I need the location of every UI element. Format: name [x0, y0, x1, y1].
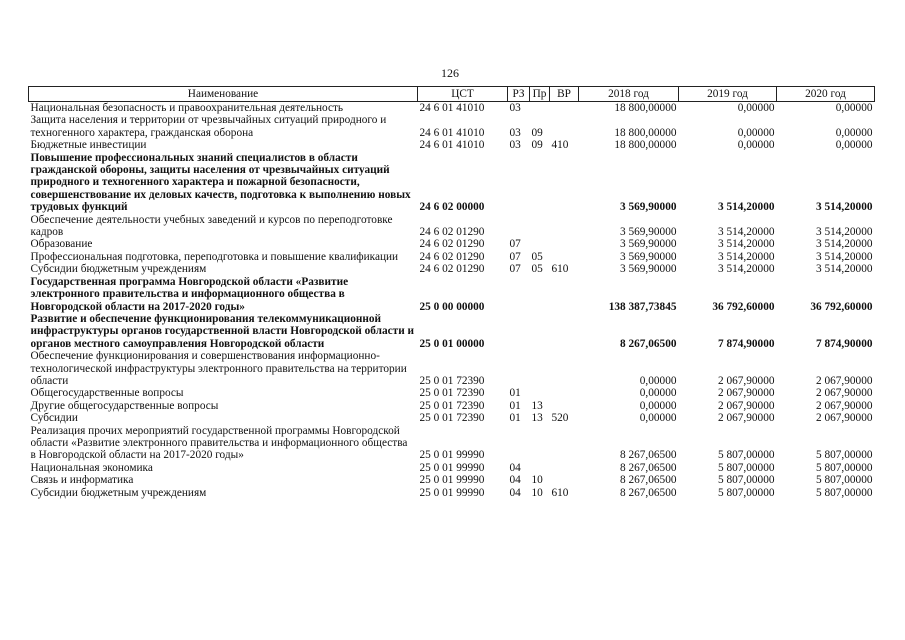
cell-pr: 13: [531, 399, 543, 412]
cell-pr: [530, 425, 550, 462]
table-row: [29, 350, 875, 387]
cell-y2018: 8 267,06500: [620, 337, 677, 350]
cell-rz: 07: [509, 263, 521, 276]
cell-rz: 07: [509, 250, 521, 263]
cell-cst: 25 0 00 00000: [419, 300, 485, 313]
cell-pr: 09: [531, 139, 543, 152]
cell-pr: [530, 387, 550, 399]
cell-rz: 03: [509, 102, 521, 114]
cell-y2019: 2 067,90000: [718, 374, 775, 387]
cell-rz: 04: [509, 461, 521, 474]
cell-y2019: 5 807,00000: [718, 461, 775, 474]
cell-y2018: 0,00000: [639, 374, 677, 387]
cell-name: Национальная безопасность и правоохранительная деятельность: [30, 102, 344, 114]
cell-cst: 25 0 01 72390: [419, 387, 485, 400]
table-row: [29, 102, 875, 115]
page-number: 126: [441, 66, 459, 80]
cell-vr: 610: [551, 263, 569, 276]
table-row: [29, 214, 875, 239]
cell-cst: 24 6 01 41010: [419, 139, 485, 152]
cell-y2018: 18 800,00000: [614, 139, 677, 152]
cell-vr: [550, 214, 579, 239]
cell-y2018: 138 387,73845: [608, 300, 677, 313]
cell-name: Государственная программа Новгородской области «Развитие электронного правительства и информационного общества в Новгородской области на 2017-2020 годы»: [30, 275, 349, 313]
cell-y2018: 3 569,90000: [620, 250, 677, 263]
header-vr: ВР: [550, 87, 579, 102]
table-row: [29, 412, 875, 424]
cell-cst: 25 0 01 00000: [419, 337, 485, 350]
cell-cst: 24 6 02 01290: [419, 238, 485, 251]
cell-y2019: 5 807,00000: [718, 486, 775, 499]
cell-pr: 10: [531, 474, 543, 487]
cell-y2019: 3 514,20000: [718, 238, 775, 251]
cell-cst: 25 0 01 99990: [419, 474, 485, 487]
cell-name: Другие общегосударственные вопросы: [30, 399, 219, 412]
table-row: [29, 238, 875, 250]
cell-y2020: 3 514,20000: [816, 263, 873, 276]
cell-y2018: 3 569,90000: [620, 226, 677, 239]
cell-y2020: 0,00000: [835, 102, 873, 114]
cell-vr: [550, 152, 579, 214]
cell-y2018: 3 569,90000: [620, 201, 677, 214]
cell-rz: [508, 425, 530, 462]
cell-y2019: 5 807,00000: [718, 474, 775, 487]
cell-pr: [530, 214, 550, 239]
cell-y2020: 2 067,90000: [816, 387, 873, 400]
cell-y2020: 5 807,00000: [816, 449, 873, 462]
cell-name: Образование: [30, 238, 93, 251]
cell-pr: 05: [531, 263, 543, 276]
cell-vr: [550, 114, 579, 139]
cell-y2018: 3 569,90000: [620, 238, 677, 251]
cell-cst: 24 6 01 41010: [419, 126, 485, 139]
cell-y2020: 2 067,90000: [816, 399, 873, 412]
cell-cst: 24 6 02 00000: [419, 201, 485, 214]
cell-y2018: 8 267,06500: [620, 461, 677, 474]
cell-y2019: 7 874,90000: [718, 337, 775, 350]
cell-y2019: 3 514,20000: [718, 263, 775, 276]
cell-y2018: 18 800,00000: [614, 126, 677, 139]
cell-name: Развитие и обеспечение функционирования телекоммуникационной инфраструктуры органов государственной власти Новгородской области и органов местного самоуправления Новгородской области: [30, 312, 415, 350]
cell-y2018: 3 569,90000: [620, 263, 677, 276]
cell-rz: 03: [509, 139, 521, 152]
table-row: [29, 400, 875, 412]
cell-pr: 10: [531, 486, 543, 499]
cell-y2020: 7 874,90000: [816, 337, 873, 350]
cell-name: Субсидии бюджетным учреждениям: [30, 486, 207, 499]
cell-name: Национальная экономика: [30, 461, 153, 474]
cell-rz: 01: [509, 412, 521, 425]
cell-y2020: 3 514,20000: [816, 238, 873, 251]
cell-name: Профессиональная подготовка, переподготовка и повышение квалификации: [30, 250, 399, 263]
cell-cst: 25 0 01 72390: [419, 399, 485, 412]
cell-pr: [530, 152, 550, 214]
cell-vr: [550, 350, 579, 387]
cell-pr: [530, 350, 550, 387]
cell-y2019: 2 067,90000: [718, 412, 775, 425]
cell-vr: [550, 462, 579, 474]
cell-name: Обеспечение деятельности учебных заведений и курсов по переподготовке кадров: [30, 213, 393, 239]
cell-rz: [508, 313, 530, 350]
cell-y2020: 2 067,90000: [816, 374, 873, 387]
cell-name: Бюджетные инвестиции: [30, 139, 147, 152]
cell-vr: [550, 425, 579, 462]
cell-y2018: 0,00000: [639, 387, 677, 400]
cell-y2020: 2 067,90000: [816, 412, 873, 425]
cell-cst: 25 0 01 99990: [419, 449, 485, 462]
cell-cst: 24 6 02 01290: [419, 263, 485, 276]
cell-y2019: 5 807,00000: [718, 449, 775, 462]
cell-vr: 520: [551, 412, 569, 425]
cell-y2020: 3 514,20000: [816, 201, 873, 214]
cell-pr: 05: [531, 250, 543, 263]
cell-name: Защита населения и территории от чрезвычайных ситуаций природного и техногенного характера, гражданская оборона: [30, 114, 387, 139]
cell-name: Субсидии: [30, 412, 78, 425]
cell-y2020: 5 807,00000: [816, 474, 873, 487]
cell-cst: 24 6 02 01290: [419, 250, 485, 263]
cell-y2018: 8 267,06500: [620, 486, 677, 499]
cell-rz: 01: [509, 399, 521, 412]
cell-name: Обеспечение функционирования и совершенствования информационно- технологической инфраструктуры электронного правительства на территории области: [30, 350, 407, 387]
cell-y2020: 0,00000: [835, 126, 873, 139]
cell-vr: [550, 313, 579, 350]
cell-name: Повышение профессиональных знаний специалистов в области гражданской обороны, защиты населения от чрезвычайных ситуаций природного и техногенного характера и пожарной безопасности, совершенствование их деловых качеств, подготовка к выполнению новых трудовых функций: [30, 151, 411, 214]
cell-vr: [550, 102, 579, 115]
cell-y2018: 8 267,06500: [620, 449, 677, 462]
cell-pr: 09: [531, 126, 543, 139]
cell-pr: [530, 238, 550, 250]
table-row: [29, 114, 875, 139]
cell-rz: [508, 350, 530, 387]
cell-y2020: 3 514,20000: [816, 226, 873, 239]
cell-vr: [550, 251, 579, 263]
cell-name: Субсидии бюджетным учреждениям: [30, 263, 207, 276]
table-body: [29, 102, 875, 500]
cell-y2020: 5 807,00000: [816, 486, 873, 499]
cell-pr: [530, 276, 550, 313]
table-row: [29, 251, 875, 263]
cell-name: Реализация прочих мероприятий государственной программы Новгородской области «Развитие электронного правительства и информационного общества в Новгородской области на 2017-2020 годы»: [30, 424, 408, 462]
header-2018: 2018 год: [579, 87, 679, 102]
cell-y2018: 18 800,00000: [614, 102, 677, 114]
cell-cst: 24 6 01 41010: [419, 102, 485, 114]
header-name: Наименование: [29, 87, 418, 102]
table-row: [29, 462, 875, 474]
budget-table: [28, 86, 875, 499]
cell-y2019: 36 792,60000: [712, 300, 775, 313]
table-row: [29, 152, 875, 214]
cell-cst: 25 0 01 99990: [419, 461, 485, 474]
table-row: [29, 425, 875, 462]
cell-y2019: 3 514,20000: [718, 250, 775, 263]
cell-pr: [530, 462, 550, 474]
cell-rz: [508, 276, 530, 313]
cell-y2019: 0,00000: [737, 139, 775, 152]
cell-rz: 04: [509, 486, 521, 499]
cell-pr: [530, 102, 550, 115]
cell-y2020: 3 514,20000: [816, 250, 873, 263]
cell-vr: [550, 400, 579, 412]
cell-name: Общегосударственные вопросы: [30, 387, 184, 400]
cell-rz: [508, 152, 530, 214]
cell-name: Связь и информатика: [30, 474, 134, 487]
cell-vr: [550, 387, 579, 399]
cell-y2020: 36 792,60000: [810, 300, 873, 313]
header-2020: 2020 год: [777, 87, 875, 102]
table-row: [29, 276, 875, 313]
header-pr: Пр: [530, 87, 550, 102]
cell-cst: 25 0 01 72390: [419, 374, 485, 387]
cell-y2019: 2 067,90000: [718, 387, 775, 400]
header-rz: РЗ: [508, 87, 530, 102]
cell-y2020: 5 807,00000: [816, 461, 873, 474]
table-row: [29, 487, 875, 499]
header-cst: ЦСТ: [418, 87, 508, 102]
table-row: [29, 387, 875, 399]
cell-rz: 04: [509, 474, 521, 487]
cell-y2019: 2 067,90000: [718, 399, 775, 412]
cell-y2019: 3 514,20000: [718, 226, 775, 239]
cell-cst: 25 0 01 72390: [419, 412, 485, 425]
cell-y2020: 0,00000: [835, 139, 873, 152]
cell-y2019: 0,00000: [737, 102, 775, 114]
cell-y2018: 8 267,06500: [620, 474, 677, 487]
cell-y2018: 0,00000: [639, 399, 677, 412]
header-2019: 2019 год: [679, 87, 777, 102]
table-row: [29, 139, 875, 151]
table-row: [29, 474, 875, 486]
cell-vr: [550, 238, 579, 250]
table-header: [29, 87, 875, 102]
cell-y2019: 0,00000: [737, 126, 775, 139]
table-row: [29, 263, 875, 275]
cell-vr: 410: [551, 139, 569, 152]
cell-rz: 01: [509, 387, 521, 400]
cell-rz: 03: [509, 126, 521, 139]
cell-pr: 13: [531, 412, 543, 425]
cell-pr: [530, 313, 550, 350]
cell-y2018: 0,00000: [639, 412, 677, 425]
cell-vr: [550, 474, 579, 486]
cell-cst: 25 0 01 99990: [419, 486, 485, 499]
table-row: [29, 313, 875, 350]
cell-vr: [550, 276, 579, 313]
cell-rz: 07: [509, 238, 521, 251]
cell-y2019: 3 514,20000: [718, 201, 775, 214]
cell-rz: [508, 214, 530, 239]
cell-cst: 24 6 02 01290: [419, 226, 485, 239]
cell-vr: 610: [551, 486, 569, 499]
